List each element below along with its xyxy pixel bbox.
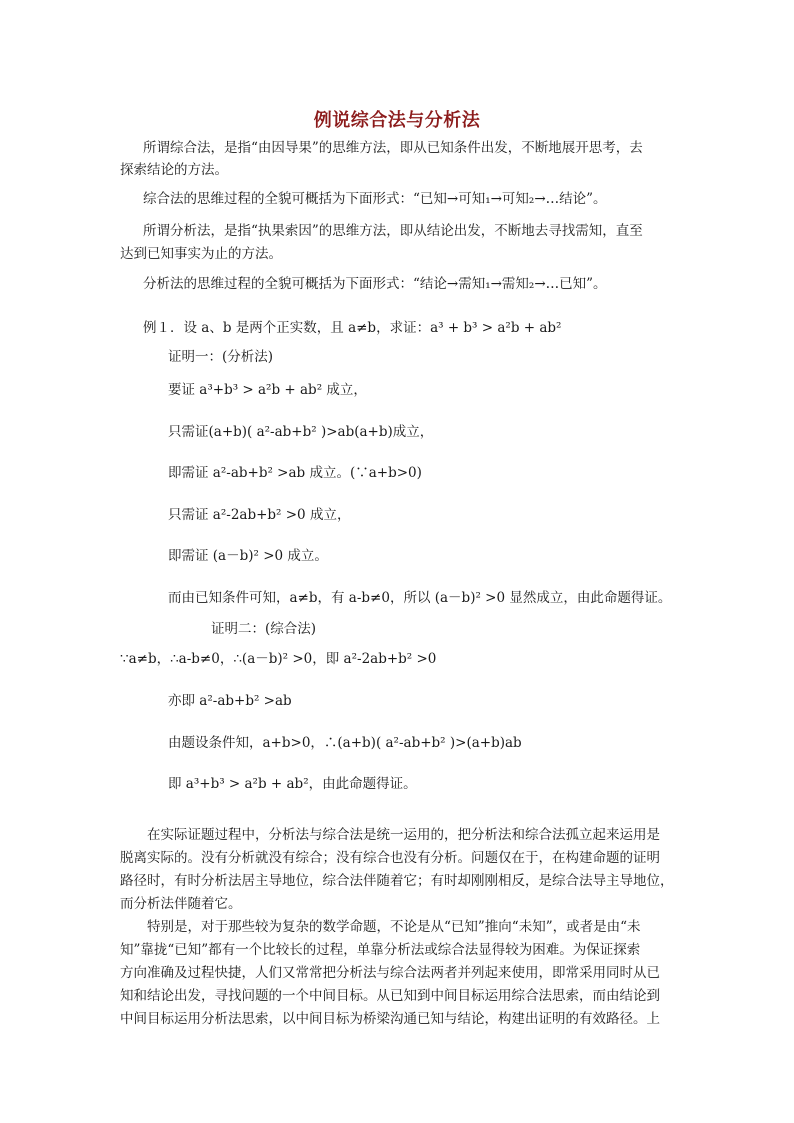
page-title: 例说综合法与分析法 [313, 110, 481, 131]
paragraph-line: 脱离实际的。没有分析就没有综合；没有综合也没有分析。问题仅在于，在构建命题的证明 [120, 850, 660, 866]
analysis-form: 分析法的思维过程的全貌可概括为下面形式：“结论→需知₁→需知₂→…已知”。 [143, 276, 607, 292]
proof2-line3: 由题设条件知，a+b>0，∴(a+b)( a²-ab+b² )>(a+b)ab [168, 735, 522, 751]
proof1-line2: 只需证(a+b)( a²-ab+b² )>ab(a+b)成立， [168, 424, 434, 440]
paragraph-line: 特别是，对于那些较为复杂的数学命题，不论是从“已知”推向“未知”，或者是由“未 [147, 919, 641, 935]
proof2-line2: 亦即 a²-ab+b² >ab [168, 693, 292, 709]
discussion-paragraph1 [120, 824, 676, 916]
synthesis-form: 综合法的思维过程的全貌可概括为下面形式：“已知→可知₁→可知₂→…结论”。 [143, 191, 607, 207]
discussion-paragraph2 [120, 916, 676, 1031]
proof2-line4: 即 a³+b³ > a²b + ab²，由此命题得证。 [168, 776, 417, 792]
synthesis-definition-line1: 所谓综合法，是指“由因导果”的思维方法，即从已知条件出发，不断地展开思考，去 [143, 140, 643, 156]
analysis-definition-line2: 达到已知事实为止的方法。 [120, 246, 282, 262]
paragraph-line: 路径时，有时分析法居主导地位，综合法伴随着它；有时却刚刚相反，是综合法导主导地位， [120, 873, 674, 889]
proof1-title: 证明一：(分析法) [168, 349, 274, 365]
proof1-line3: 即需证 a²-ab+b² >ab 成立。(∵a+b>0) [168, 465, 422, 481]
paragraph-line: 中间目标运用分析法思索，以中间目标为桥梁沟通已知与结论，构建出证明的有效路径。上 [120, 1011, 660, 1027]
paragraph-line: 知和结论出发，寻找问题的一个中间目标。从已知到中间目标运用综合法思索，而由结论到 [120, 988, 660, 1004]
proof1-line5: 即需证 (a－b)² >0 成立。 [168, 548, 328, 564]
paragraph-line: 在实际证题过程中，分析法与综合法是统一运用的，把分析法和综合法孤立起来运用是 [147, 827, 660, 843]
paragraph-line: 而分析法伴随着它。 [120, 896, 242, 912]
proof2-line1: ∵a≠b，∴a-b≠0，∴(a－b)² >0，即 a²-2ab+b² >0 [120, 651, 437, 667]
proof2-title: 证明二：(综合法) [211, 621, 317, 637]
analysis-definition-line1: 所谓分析法，是指“执果索因”的思维方法，即从结论出发，不断地去寻找需知，直至 [143, 223, 643, 239]
example-statement: 例１．设 a、b 是两个正实数，且 a≠b，求证：a³ + b³ > a²b + ab² [143, 320, 562, 336]
proof1-line4: 只需证 a²-2ab+b² >0 成立， [168, 507, 351, 523]
synthesis-definition-line2: 探索结论的方法。 [120, 162, 228, 178]
proof1-line6: 而由已知条件可知，a≠b，有 a-b≠0，所以 (a－b)² >0 显然成立，由此命题得证。 [168, 590, 672, 606]
paragraph-line: 方向准确及过程快捷，人们又常常把分析法与综合法两者并列起来使用，即常采用同时从已 [120, 965, 660, 981]
paragraph-line: 知”靠拢“已知”都有一个比较长的过程，单靠分析法或综合法显得较为困难。为保证探索 [120, 942, 641, 958]
proof1-line1: 要证 a³+b³ > a²b + ab² 成立， [168, 382, 367, 398]
